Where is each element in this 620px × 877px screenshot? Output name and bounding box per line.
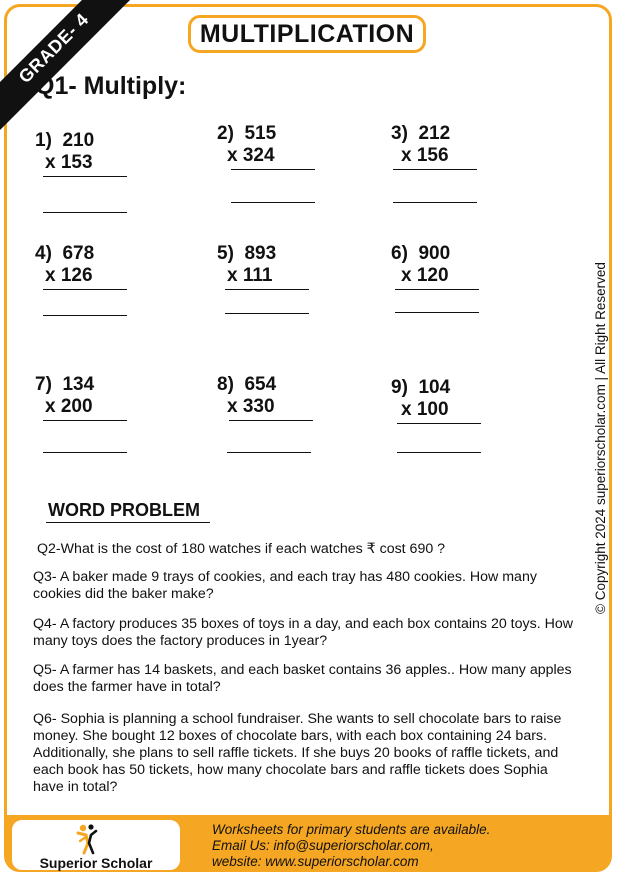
problem-1 (35, 130, 145, 174)
answer-line (393, 202, 477, 203)
footer-website: website: www.superiorscholar.com (212, 854, 419, 869)
q1-heading: Q1- Multiply: (35, 72, 187, 100)
problem-5 (217, 243, 327, 287)
problem-bottom: x 156 (401, 145, 449, 166)
question-text: A farmer has 14 baskets, and each basket contains 36 apples.. How many apples does the farmer have in total? (33, 662, 572, 695)
problem-number: 3) (391, 123, 408, 144)
problem-number: 7) (35, 374, 52, 395)
problem-top: 104 (418, 377, 451, 398)
problem-number: 6) (391, 243, 408, 264)
problem-top: 210 (62, 130, 95, 151)
problem-bottom: x 120 (401, 265, 449, 286)
question-text: A baker made 9 trays of cookies, and each tray has 480 cookies. How many cookies did the baker make? (33, 569, 537, 602)
operand-rule (43, 289, 127, 290)
answer-line (43, 452, 127, 453)
grade-corner-tab (0, 0, 140, 140)
problem-bottom: x 153 (45, 152, 93, 173)
question-q2 (37, 541, 577, 558)
question-text: A factory produces 35 boxes of toys in a day, and each box contains 20 toys. How many toys does the factory produces in 1year? (33, 616, 573, 649)
operand-rule (397, 423, 481, 424)
question-label: Q5- (33, 662, 57, 678)
problem-4 (35, 243, 145, 287)
problem-bottom: x 330 (227, 396, 275, 417)
problem-top: 515 (244, 123, 277, 144)
problem-7 (35, 374, 145, 418)
answer-line (225, 313, 309, 314)
question-q6 (33, 711, 573, 796)
problem-bottom: x 100 (401, 399, 449, 420)
question-q3 (33, 569, 573, 603)
word-problem-underline (46, 522, 210, 523)
logo-name: Superior Scholar (39, 855, 153, 871)
problem-2 (217, 123, 327, 167)
answer-line (231, 202, 315, 203)
operand-rule (231, 169, 315, 170)
word-problem-heading: WORD PROBLEM (48, 500, 200, 520)
problem-bottom: x 200 (45, 396, 93, 417)
problem-8 (217, 374, 327, 418)
copyright-text: © Copyright 2024 superiorscholar.com | All Right Reserved (593, 262, 608, 614)
question-label: Q4- (33, 616, 57, 632)
answer-line (397, 452, 481, 453)
problem-top: 134 (62, 374, 95, 395)
operand-rule (43, 176, 127, 177)
answer-line (227, 452, 311, 453)
problem-top: 212 (418, 123, 451, 144)
footer-line-1: Worksheets for primary students are available. (212, 822, 491, 837)
question-text: Sophia is planning a school fundraiser. She wants to sell chocolate bars to raise money. She bought 12 boxes of chocolate bars, with each box containing 24 bars. Additionally, she plans to sell raffle tickets. If she buys 20 books of raffle tickets, and each book has 50 tickets, how many chocolate bars and raffle tickets does Sophia have in total? (33, 711, 562, 795)
answer-line (43, 315, 127, 316)
problem-number: 5) (217, 243, 234, 264)
footer-email: Email Us: info@superiorscholar.com, (212, 838, 434, 853)
question-label: Q2- (37, 541, 61, 557)
answer-line (43, 212, 127, 213)
question-text: What is the cost of 180 watches if each watches ₹ cost 690 ? (60, 541, 446, 557)
page-title: MULTIPLICATION (188, 15, 426, 53)
question-label: Q3- (33, 569, 57, 585)
problem-top: 900 (418, 243, 451, 264)
footer-info (212, 822, 490, 870)
problem-6 (391, 243, 501, 287)
problem-top: 678 (62, 243, 95, 264)
grade-label: GRADE- 4 (14, 9, 93, 88)
problem-top: 654 (244, 374, 277, 395)
question-q4 (33, 616, 573, 650)
operand-rule (395, 289, 479, 290)
problem-number: 9) (391, 377, 408, 398)
question-label: Q6- (33, 711, 57, 727)
problem-bottom: x 111 (227, 265, 273, 286)
problem-number: 8) (217, 374, 234, 395)
problem-3 (391, 123, 501, 167)
problem-9 (391, 377, 501, 421)
question-q5 (33, 662, 573, 696)
answer-line (395, 312, 479, 313)
problem-number: 2) (217, 123, 234, 144)
problem-top: 893 (244, 243, 277, 264)
problem-bottom: x 126 (45, 265, 93, 286)
problem-number: 1) (35, 130, 52, 151)
problem-number: 4) (35, 243, 52, 264)
problem-bottom: x 324 (227, 145, 275, 166)
operand-rule (43, 420, 127, 421)
scholar-logo-icon (74, 823, 100, 855)
operand-rule (225, 289, 309, 290)
operand-rule (393, 169, 477, 170)
operand-rule (229, 420, 313, 421)
